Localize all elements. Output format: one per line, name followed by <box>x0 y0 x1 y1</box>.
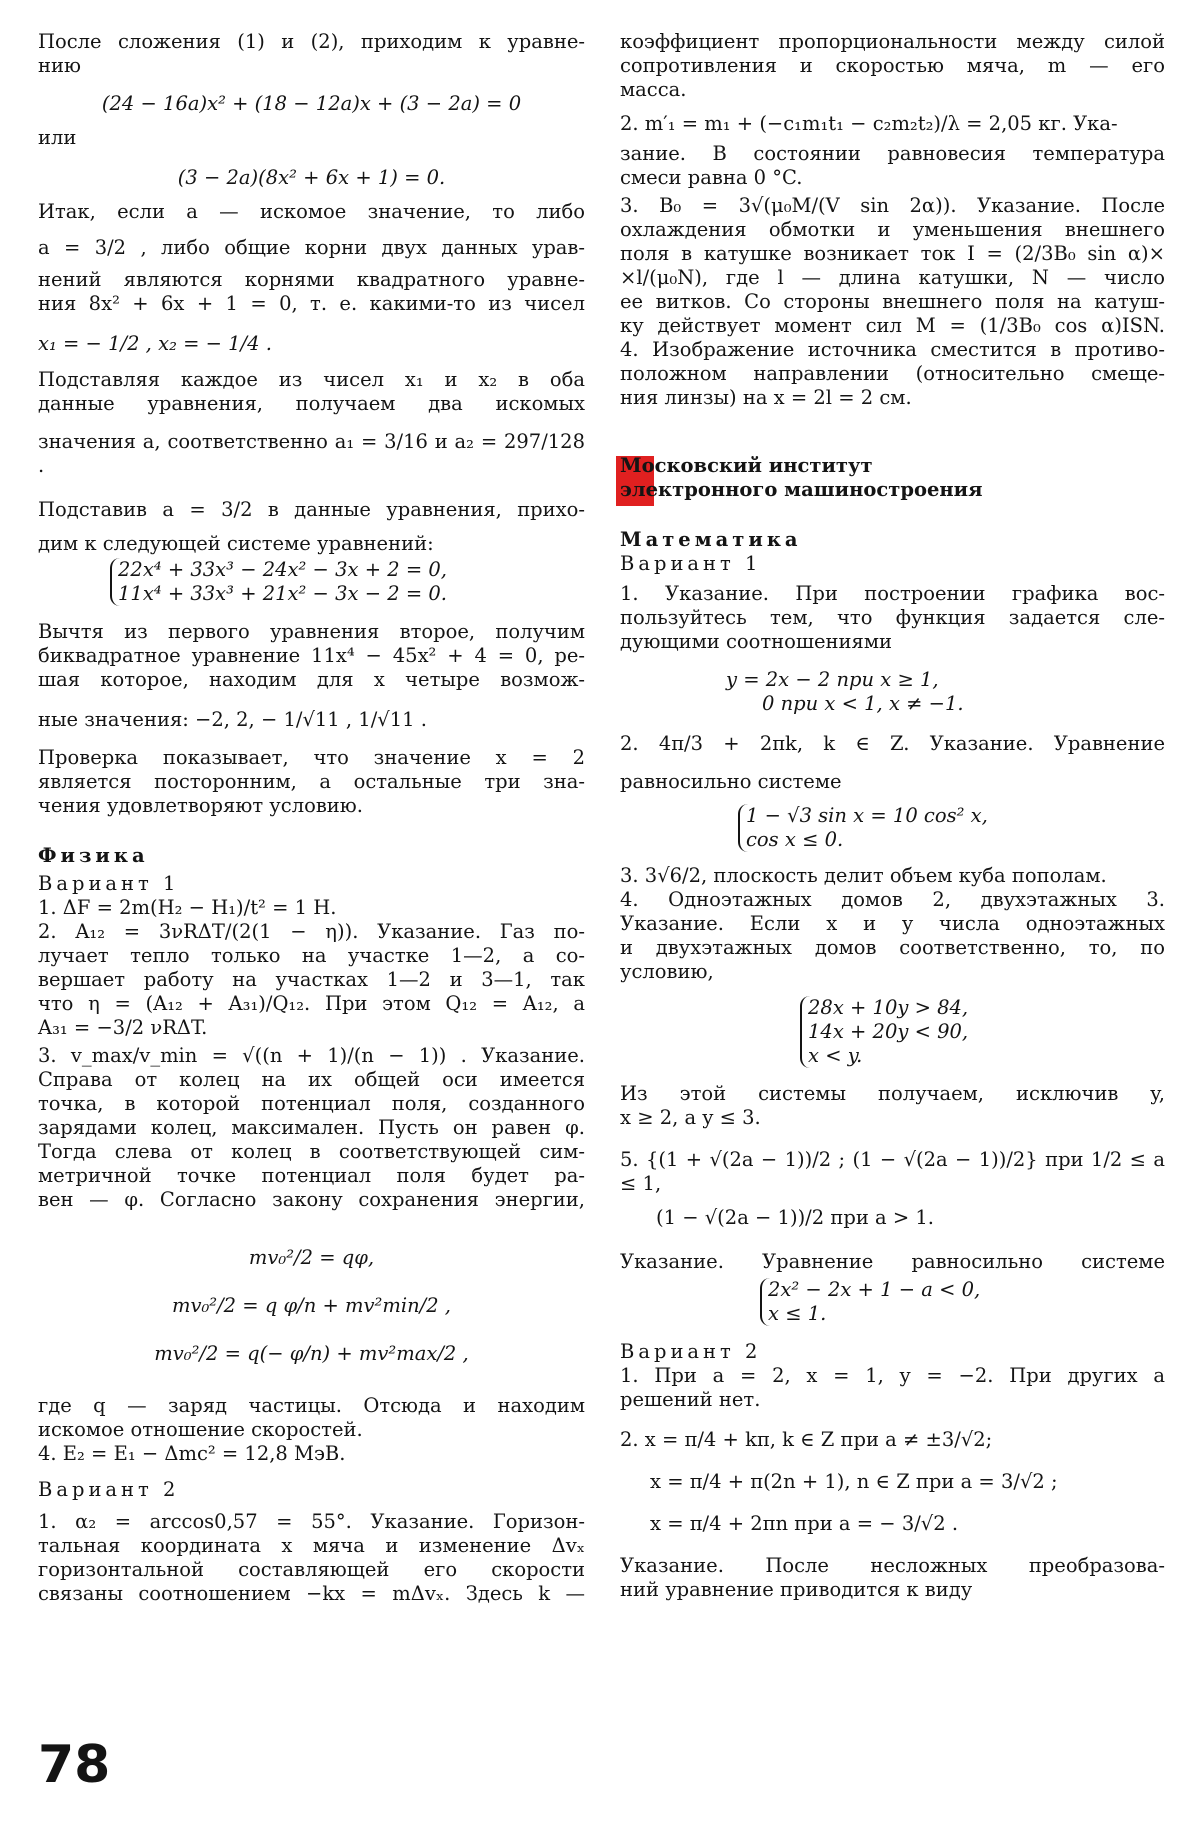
variant-heading: Вариант 1 <box>620 552 762 575</box>
equation: 28x + 10y > 84, <box>808 996 969 1019</box>
text-line: является посторонним, а остальные три зна- <box>38 770 585 793</box>
equation-system <box>620 996 1165 1068</box>
text-line: масса. <box>620 78 687 101</box>
answer-line: 5. {(1 + √(2a − 1))/2 ; (1 − √(2a − 1))/2} при 1/2 ≤ a ≤ 1, <box>620 1148 1165 1195</box>
answer-line: 3. 3√6/2, плоскость делит объем куба пополам. <box>620 864 1107 887</box>
answer-line: x = π/4 + π(2n + 1), n ∈ Z при a = 3/√2 ; <box>650 1470 1058 1493</box>
answer-line: A₃₁ = −3/2 νRΔT. <box>38 1016 208 1039</box>
answer-line: 2. 4π/3 + 2πk, k ∈ Z. Указание. Уравнение <box>620 732 1165 755</box>
answer-line: Справа от колец на их общей оси имеется <box>38 1068 585 1091</box>
section-heading-math: Математика <box>620 528 802 551</box>
text-line: или <box>38 126 77 149</box>
equation: mv₀²/2 = q(− φ/n) + mv²max/2 , <box>154 1342 469 1365</box>
text-line: a = 3/2 , либо общие корни двух данных урав- <box>38 236 585 259</box>
answer-line: 1. ΔF = 2m(H₂ − H₁)/t² = 1 Н. <box>38 896 337 919</box>
equation: 0 при x < 1, x ≠ −1. <box>762 692 964 715</box>
answer-line: зарядами колец, максимален. Пусть он равен φ. <box>38 1116 585 1139</box>
equation: mv₀²/2 = q φ/n + mv²min/2 , <box>171 1294 452 1317</box>
answer-line: смеси равна 0 °C. <box>620 166 803 189</box>
answer-line: 2. A₁₂ = 3νRΔT/(2(1 − η)). Указание. Газ по- <box>38 920 585 943</box>
equation: cos x ≤ 0. <box>746 828 844 851</box>
answer-line: точка, в которой потенциал поля, созданного <box>38 1092 585 1115</box>
variant-heading: Вариант 2 <box>38 1478 180 1501</box>
text-line: ные значения: −2, 2, − 1/√11 , 1/√11 . <box>38 708 427 731</box>
answer-line: равносильно системе <box>620 770 842 793</box>
answer-line: Указание. После несложных преобразова- <box>620 1554 1165 1577</box>
variant-heading: Вариант 1 <box>38 872 180 895</box>
answer-line: Указание. Уравнение равносильно системе <box>620 1250 1165 1273</box>
answer-line: поля в катушке возникает ток I = (2/3B₀ sin α)× <box>620 242 1165 265</box>
answer-line: вершает работу на участках 1—2 и 3—1, так <box>38 968 585 991</box>
answer-line: ку действует момент сил M = (1/3B₀ cos α)ISN. <box>620 314 1165 337</box>
answer-line: условию, <box>620 960 714 983</box>
answer-line: где q — заряд частицы. Отсюда и находим <box>38 1394 585 1417</box>
answer-line: 1. При a = 2, x = 1, y = −2. При других a <box>620 1364 1165 1387</box>
equation: 2x² − 2x + 1 − a < 0, <box>768 1278 981 1301</box>
answer-line: охлаждения обмотки и уменьшения внешнего <box>620 218 1165 241</box>
text-line: После сложения (1) и (2), приходим к уравне- <box>38 30 585 53</box>
equation: (24 − 16a)x² + (18 − 12a)x + (3 − 2a) = 0 <box>101 92 522 115</box>
answer-line: x ≥ 2, a y ≤ 3. <box>620 1106 761 1129</box>
answer-line: 1. α₂ = arccos0,57 = 55°. Указание. Горизон- <box>38 1510 585 1533</box>
text-line: Итак, если a — искомое значение, то либо <box>38 200 585 223</box>
answer-line: ний уравнение приводится к виду <box>620 1578 973 1601</box>
answer-line: связаны соотношением −kx = mΔvₓ. Здесь k — <box>38 1582 585 1605</box>
answer-line: ния линзы) на x = 2l = 2 см. <box>620 386 912 409</box>
answer-line: дующими соотношениями <box>620 630 893 653</box>
equation: y = 2x − 2 при x ≥ 1, <box>726 668 939 691</box>
answer-line: Тогда слева от колец в соответствующей сим- <box>38 1140 585 1163</box>
right-column <box>620 30 1165 1602</box>
answer-line: положном направлении (относительно смеще- <box>620 362 1165 385</box>
answer-line: 4. E₂ = E₁ − Δmc² = 12,8 МэВ. <box>38 1442 346 1465</box>
text-line: сопротивления и скоростью мяча, m — его <box>620 54 1165 77</box>
answer-line: горизонтальной составляющей его скорости <box>38 1558 585 1581</box>
text-line: ния 8x² + 6x + 1 = 0, т. е. какими-то из чисел <box>38 292 585 315</box>
answer-line: тальная координата x мяча и изменение Δvₓ <box>38 1534 585 1557</box>
answer-line: решений нет. <box>620 1388 761 1411</box>
equation: x ≤ 1. <box>768 1302 827 1325</box>
page-number: 78 <box>38 1735 111 1795</box>
equation: (3 − 2a)(8x² + 6x + 1) = 0. <box>177 166 446 189</box>
answer-line: 2. m′₁ = m₁ + (−c₁m₁t₁ − c₂m₂t₂)/λ = 2,05 кг. Ука- <box>620 112 1118 135</box>
equation: mv₀²/2 = qφ, <box>248 1246 375 1269</box>
equation: 1 − √3 sin x = 10 cos² x, <box>746 804 988 827</box>
text-line: коэффициент пропорциональности между силой <box>620 30 1165 53</box>
answer-line: ее витков. Со стороны внешнего поля на катуш- <box>620 290 1165 313</box>
text-line: Подставив a = 3/2 в данные уравнения, прихо- <box>38 498 585 521</box>
institute-name-line: электронного машиностроения <box>620 478 983 501</box>
answer-line: метричной точке потенциал поля будет ра- <box>38 1164 585 1187</box>
answer-line: Из этой системы получаем, исключив y, <box>620 1082 1165 1105</box>
answer-line: 3. v_max/v_min = √((n + 1)/(n − 1)) . Указание. <box>38 1044 585 1067</box>
answer-line: 3. B₀ = 3√(μ₀M/(V sin 2α)). Указание. После <box>620 194 1165 217</box>
left-column <box>38 30 585 1606</box>
answer-line: зание. В состоянии равновесия температура <box>620 142 1165 165</box>
answer-line: ×l/(μ₀N), где l — длина катушки, N — число <box>620 266 1165 289</box>
answer-line: что η = (A₁₂ + A₃₁)/Q₁₂. При этом Q₁₂ = A₁₂, а <box>38 992 585 1015</box>
text-line: данные уравнения, получаем два искомых <box>38 392 585 415</box>
answer-line: пользуйтесь тем, что функция задается сле- <box>620 606 1165 629</box>
answer-line: 4. Одноэтажных домов 2, двухэтажных 3. <box>620 888 1165 911</box>
text-line: значения a, соответственно a₁ = 3/16 и a₂ = 297/128 . <box>38 430 585 477</box>
answer-line: 1. Указание. При построении графика вос- <box>620 582 1165 605</box>
answer-line: x = π/4 + 2πn при a = − 3/√2 . <box>650 1512 959 1535</box>
text-line: нию <box>38 54 81 77</box>
equation: x < y. <box>808 1044 863 1067</box>
equation: x₁ = − 1/2 , x₂ = − 1/4 . <box>38 332 272 355</box>
text-line: Подставляя каждое из чисел x₁ и x₂ в оба <box>38 368 585 391</box>
answer-line: 2. x = π/4 + kπ, k ∈ Z при a ≠ ±3/√2; <box>620 1428 993 1451</box>
equation: 14x + 20y < 90, <box>808 1020 969 1043</box>
institute-name-line: Московский институт <box>620 454 873 477</box>
institute-heading <box>620 454 1165 502</box>
equation-system <box>620 668 1165 716</box>
answer-line: (1 − √(2a − 1))/2 при a > 1. <box>656 1206 934 1229</box>
equation: 11x⁴ + 33x³ + 21x² − 3x − 2 = 0. <box>118 582 447 605</box>
section-heading-physics: Физика <box>38 844 149 867</box>
equation: 22x⁴ + 33x³ − 24x² − 3x + 2 = 0, <box>118 558 447 581</box>
answer-line: и двухэтажных домов соответственно, то, по <box>620 936 1165 959</box>
text-line: дим к следующей системе уравнений: <box>38 532 434 555</box>
text-line: биквадратное уравнение 11x⁴ − 45x² + 4 = 0, ре- <box>38 644 585 667</box>
variant-heading: Вариант 2 <box>620 1340 762 1363</box>
text-line: Проверка показывает, что значение x = 2 <box>38 746 585 769</box>
text-line: чения удовлетворяют условию. <box>38 794 363 817</box>
equation-system <box>38 558 585 606</box>
answer-line: искомое отношение скоростей. <box>38 1418 363 1441</box>
answer-line: лучает тепло только на участке 1—2, а со- <box>38 944 585 967</box>
text-line: нений являются корнями квадратного уравне- <box>38 268 585 291</box>
answer-line: вен — φ. Согласно закону сохранения энергии, <box>38 1188 585 1211</box>
equation-system <box>620 1278 1165 1326</box>
text-line: шая которое, находим для x четыре возмож- <box>38 668 585 691</box>
answer-line: Указание. Если x и y числа одноэтажных <box>620 912 1165 935</box>
text-line: Вычтя из первого уравнения второе, получим <box>38 620 585 643</box>
answer-line: 4. Изображение источника сместится в противо- <box>620 338 1165 361</box>
equation-system <box>620 804 1165 852</box>
